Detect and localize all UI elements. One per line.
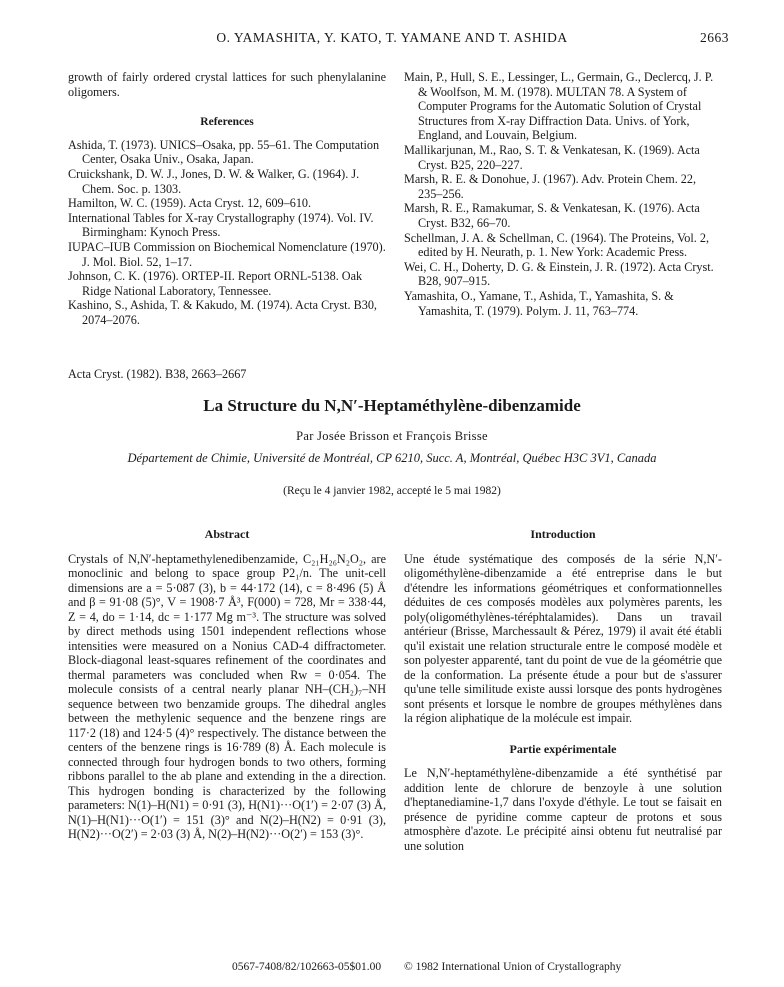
article-code: 0567-7408/82/102663-05$01.00 [232,961,382,973]
abstract-column [68,527,386,842]
reference-item: Schellman, J. A. & Schellman, C. (1964). The Proteins, Vol. 2, edited by H. Neurath, p. 1. New York: Academic Press. [404,230,710,260]
article-title: La Structure du N,N′-Heptaméthylène-dibenzamide [203,396,581,415]
reference-item: Ashida, T. (1973). UNICS–Osaka, pp. 55–61. The Computation Center, Osaka Univ., Osaka, Japan. [68,137,380,167]
previous-article-closing-text: growth of fairly ordered crystal lattices for such phenylalanine oligomers. [68,70,386,99]
reference-item: IUPAC–IUB Commission on Biochemical Nomenclature (1970). J. Mol. Biol. 52, 1–17. [68,239,386,269]
reference-item: Wei, C. H., Doherty, D. G. & Einstein, J. R. (1972). Acta Cryst. B28, 907–915. [404,259,714,289]
reference-item: Marsh, R. E. & Donohue, J. (1967). Adv. Protein Chem. 22, 235–256. [404,172,697,201]
article-authors: Par Josée Brisson et François Brisse [296,429,488,443]
introduction-text: Une étude systématique des composés de la série N,N′-oligométhylène-dibenzamide a été entreprise dans le but d'étendre les informations géométriques et conformationnelles déduites de ces composés modèles aux polymères parents, les poly(oligométhylènes-téréphtalamides). Dans un travail antérieur (Brisse, Marchessault & Pérez, 1979) il avait été établi qu'il existait une relation structurale entre le composé modèle et son polyester apparenté, tant du point de vue de la géométrie que de la conformation. La présente étude a pour but de s'assurer qu'une telle similitude existe aussi lorsque des ponts hydrogènes sont présents et lorsque le nombre de groupes méthylènes dans la région aliphatique de la molécule est impair. [404,551,722,725]
received-dates: (Reçu le 4 janvier 1982, accepté le 5 mai 1982) [283,485,501,497]
article-citation: Acta Cryst. (1982). B38, 2663–2667 [68,367,247,381]
previous-article-left-column [68,70,386,328]
experimental-text: Le N,N′-heptaméthylène-dibenzamide a été synthétisé par addition lente de chlorure de benzoyle à une solution d'heptanediamine-1,7 dans l'oxyde d'éthyle. Le tout se faisait en présence de pyridine comme capteur de protons et sous atmosphère d'azote. Le précipité ainsi obtenu fut neutralisé par une solution [404,766,722,853]
reference-item: Main, P., Hull, S. E., Lessinger, L., Germain, G., Declercq, J. P. & Woolfson, M. M. (1978). MULTAN 78. A System of Computer Programs for the Automatic Solution of Crystal Structures from X-ray Diffraction Data. Univs. of York, England, and Louvain, Belgium. [404,70,714,143]
reference-item: Hamilton, W. C. (1959). Acta Cryst. 12, 609–610. [68,196,312,211]
reference-item: Yamashita, O., Yamane, T., Ashida, T., Yamashita, S. & Yamashita, T. (1979). Polym. J. 11, 763–774. [404,288,674,318]
reference-item: Johnson, C. K. (1976). ORTEP-II. Report ORNL-5138. Oak Ridge National Laboratory, Tennessee. [68,269,363,298]
introduction-heading: Introduction [530,527,596,541]
abstract-text: Crystals of N,N′-heptamethylenedibenzamide, C₂₁H₂₆N₂O₂, are monoclinic and belong to space group P2₁/n. The unit-cell dimensions are a = 5·087 (3), b = 44·172 (14), c = 8·496 (5) Å and β = 91·08 (5)°, V = 1908·7 Å³, F(000) = 728, Mr = 338·44, Z = 4, do = 1·14, dc = 1·177 Mg m⁻³. The structure was solved by direct methods using 1501 independent reflections whose intensities were measured on a Nonius CAD-4 diffractometer. Block-diagonal least-squares refinement of the coordinates and thermal parameters was concluded when Rw = 0·054. The molecule consists of a central nearly planar NH–(CH₂)₇–NH sequence between two benzamide groups. The dihedral angles between the methylenic sequence and the benzene rings are 117·2 (18) and 124·5 (4)° respectively. The distance between the centers of the benzene rings is 16·789 (8) Å. Each molecule is connected through four hydrogen bonds to two others, forming ribbons parallel to the ab plane and extending in the a direction. This hydrogen bonding is characterized by the following parameters: N(1)–H(N1) = 0·91 (3), H(N1)···O(1′) = 2·07 (3) Å, N(1)–H(N1)···O(1′) = 151 (3)° and N(2)–H(N2) = 0·91 (3), H(N2)···O(2′) = 2·03 (3) Å, N(2)–H(N2)···O(2′) = 153 (3)°. [68,551,386,841]
copyright-notice: © 1982 International Union of Crystallography [404,961,622,973]
page-number: 2663 [700,30,729,45]
experimental-heading: Partie expérimentale [509,741,617,756]
reference-item: International Tables for X-ray Crystallography (1974). Vol. IV. Birmingham: Kynoch Press. [68,210,374,240]
introduction-column [404,527,722,853]
article-affiliation: Département de Chimie, Université de Montréal, CP 6210, Succ. A, Montréal, Québec H3C 3V1, Canada [127,451,657,465]
reference-item: Mallikarjunan, M., Rao, S. T. & Venkatesan, K. (1969). Acta Cryst. B25, 220–227. [404,142,700,172]
references-heading: References [200,116,254,129]
references-list-left [68,138,386,328]
running-header-authors: O. YAMASHITA, Y. KATO, T. YAMANE AND T. ASHIDA [216,30,568,45]
references-list-right [404,70,722,318]
reference-item: Marsh, R. E., Ramakumar, S. & Venkatesan, K. (1976). Acta Cryst. B32, 66–70. [404,201,700,230]
running-header [0,30,784,50]
reference-item: Cruickshank, D. W. J., Jones, D. W. & Walker, G. (1964). J. Chem. Soc. p. 1303. [68,166,360,196]
previous-article-right-column [404,70,722,318]
abstract-heading: Abstract [204,527,250,541]
reference-item: Kashino, S., Ashida, T. & Kakudo, M. (1974). Acta Cryst. B30, 2074–2076. [68,298,377,327]
